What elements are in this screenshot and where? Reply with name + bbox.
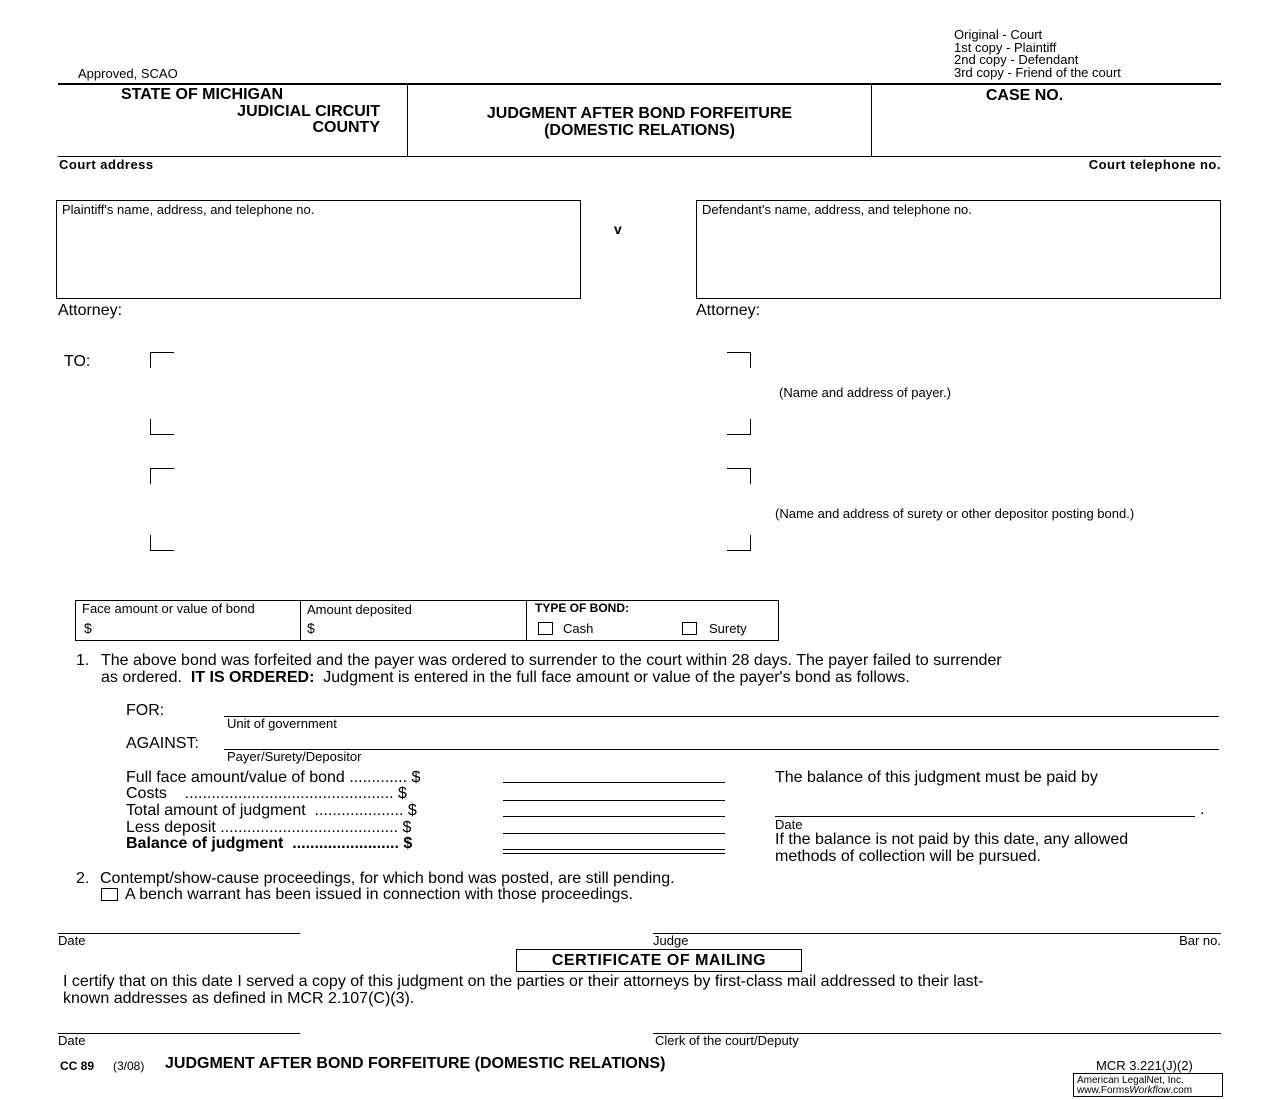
bracket-corner xyxy=(150,535,174,551)
collection-note-line: If the balance is not paid by this date, any allowed xyxy=(775,831,1129,848)
item1-order-pre: as ordered. xyxy=(101,669,191,686)
due-date-field[interactable] xyxy=(775,816,1195,817)
item1-number: 1. xyxy=(76,652,90,669)
court-rule: MCR 3.221(J)(2) xyxy=(1096,1058,1193,1073)
bracket-corner xyxy=(150,468,174,484)
payer-surety-caption: Payer/Surety/Depositor xyxy=(227,749,362,764)
court-address-label: Court address xyxy=(59,157,154,172)
surety-checkbox[interactable] xyxy=(682,622,697,635)
surety-address-field[interactable] xyxy=(150,468,751,551)
costs-row: Costs ............................................... $ xyxy=(126,785,407,802)
vendor-url-pre: www.Forms xyxy=(1077,1085,1130,1096)
costs-field[interactable] xyxy=(503,800,725,801)
judge-caption: Judge xyxy=(653,933,689,948)
item1-order-text xyxy=(101,669,910,687)
face-amount-label: Face amount or value of bond xyxy=(82,601,255,616)
copy-line: Original - Court xyxy=(954,27,1043,42)
collection-note-line: methods of collection will be pursued. xyxy=(775,847,1041,865)
certificate-title: CERTIFICATE OF MAILING xyxy=(516,949,802,972)
total-row: Total amount of judgment .................... $ xyxy=(126,802,417,819)
date-caption: Date xyxy=(58,933,86,948)
county-label: COUNTY xyxy=(312,119,380,136)
bond-type-label: TYPE OF BOND: xyxy=(535,601,630,615)
cash-checkbox[interactable] xyxy=(538,622,553,635)
form-title xyxy=(408,105,871,139)
clerk-caption: Clerk of the court/Deputy xyxy=(655,1033,799,1048)
copy-distribution xyxy=(954,29,1121,79)
item1-order-post: Judgment is entered in the full face amount or value of the payer's bond as follows. xyxy=(314,669,910,686)
form-number: CC 89 xyxy=(60,1059,95,1073)
vendor-stamp xyxy=(1073,1073,1223,1097)
less-deposit-field[interactable] xyxy=(503,833,725,834)
case-no-label: CASE NO. xyxy=(985,87,1064,104)
face-amount-field[interactable] xyxy=(98,618,294,638)
bracket-corner xyxy=(150,419,174,435)
defendant-attorney-label: Attorney: xyxy=(696,302,761,319)
payer-caption: (Name and address of payer.) xyxy=(779,385,951,400)
item2-text: Contempt/show-cause proceedings, for which bond was posted, are still pending. xyxy=(100,870,675,887)
bracket-corner xyxy=(727,468,751,484)
case-no-field[interactable] xyxy=(880,110,1215,150)
bracket-corner xyxy=(150,352,174,368)
copy-line: 1st copy - Plaintiff xyxy=(954,39,1057,55)
amount-deposited-dollar: $ xyxy=(307,620,315,636)
due-date-caption: Date xyxy=(775,817,803,832)
total-field[interactable] xyxy=(503,816,725,817)
amount-deposited-label: Amount deposited xyxy=(307,602,412,617)
for-field-line[interactable] xyxy=(224,716,1219,717)
bracket-corner xyxy=(727,352,751,368)
court-telephone-label: Court telephone no. xyxy=(1088,157,1221,172)
bench-warrant-checkbox[interactable] xyxy=(101,888,118,901)
item1-text: The above bond was forfeited and the payer was ordered to surrender to the court within 28 days. The payer failed to surrender xyxy=(101,652,1002,669)
unit-caption: Unit of government xyxy=(227,716,337,731)
balance-double-rule xyxy=(503,853,725,854)
table-divider xyxy=(526,601,527,640)
bracket-corner xyxy=(727,535,751,551)
bench-warrant-label: A bench warrant has been issued in connection with those proceedings. xyxy=(125,886,633,903)
face-amount-dollar: $ xyxy=(84,620,92,636)
vendor-url xyxy=(1077,1086,1222,1096)
to-label: TO: xyxy=(64,353,91,370)
certificate-text xyxy=(63,973,983,1007)
item2-number: 2. xyxy=(76,870,90,887)
vendor-name: American LegalNet, Inc. xyxy=(1077,1075,1184,1086)
due-date-period: . xyxy=(1200,801,1205,818)
bar-no-caption: Bar no. xyxy=(1179,933,1221,948)
balance-due-text: The balance of this judgment must be paid by xyxy=(775,769,1098,786)
versus-label: v xyxy=(614,221,622,237)
payer-address-field[interactable] xyxy=(150,352,751,435)
form-title-line: JUDGMENT AFTER BOND FORFEITURE xyxy=(486,105,793,122)
plaintiff-field[interactable] xyxy=(56,200,581,299)
plaintiff-attorney-label: Attorney: xyxy=(58,302,123,319)
vendor-url-post: .com xyxy=(1170,1085,1193,1096)
mailing-date-line[interactable] xyxy=(58,1033,300,1034)
copy-line: 2nd copy - Defendant xyxy=(954,52,1079,68)
full-face-field[interactable] xyxy=(503,782,725,783)
defendant-field[interactable] xyxy=(696,200,1221,299)
vendor-url-italic: Workflow xyxy=(1129,1085,1171,1096)
certificate-text-line: I certify that on this date I served a copy of this judgment on the parties or their attorneys by first-class mail addressed to their last- xyxy=(63,973,984,990)
full-face-row: Full face amount/value of bond ............. $ xyxy=(126,769,421,786)
bond-table xyxy=(75,600,779,641)
plaintiff-label: Plaintiff's name, address, and telephone no. xyxy=(62,202,315,217)
circuit-label: JUDICIAL CIRCUIT xyxy=(237,103,380,120)
header-top-rule xyxy=(58,83,1221,85)
certificate-text-line: known addresses as defined in MCR 2.107(C)(3). xyxy=(63,990,415,1007)
for-label: FOR: xyxy=(126,702,165,719)
mailing-date-caption: Date xyxy=(58,1033,86,1048)
state-label: STATE OF MICHIGAN xyxy=(121,86,284,103)
footer-title: JUDGMENT AFTER BOND FORFEITURE (DOMESTIC RELATIONS) xyxy=(165,1055,666,1072)
copy-line: 3rd copy - Friend of the court xyxy=(954,64,1121,80)
form-revision: (3/08) xyxy=(113,1059,145,1073)
table-divider xyxy=(300,601,301,640)
amount-deposited-field[interactable] xyxy=(321,618,519,638)
balance-row: Balance of judgment ........................ $ xyxy=(126,835,413,852)
cash-label: Cash xyxy=(563,621,594,636)
surety-caption: (Name and address of surety or other depositor posting bond.) xyxy=(775,506,1135,521)
form-title-line: (DOMESTIC RELATIONS) xyxy=(544,122,735,139)
balance-field[interactable] xyxy=(503,849,725,850)
collection-note xyxy=(775,832,1128,865)
against-field-line[interactable] xyxy=(224,749,1219,750)
approval-note: Approved, SCAO xyxy=(78,66,178,81)
surety-label: Surety xyxy=(709,621,747,636)
bracket-corner xyxy=(727,419,751,435)
date-signature-line[interactable] xyxy=(58,933,300,934)
defendant-label: Defendant's name, address, and telephone no. xyxy=(702,202,972,217)
against-label: AGAINST: xyxy=(126,735,199,752)
it-is-ordered: IT IS ORDERED: xyxy=(190,669,315,686)
less-deposit-row: Less deposit ........................................ $ xyxy=(126,819,412,836)
